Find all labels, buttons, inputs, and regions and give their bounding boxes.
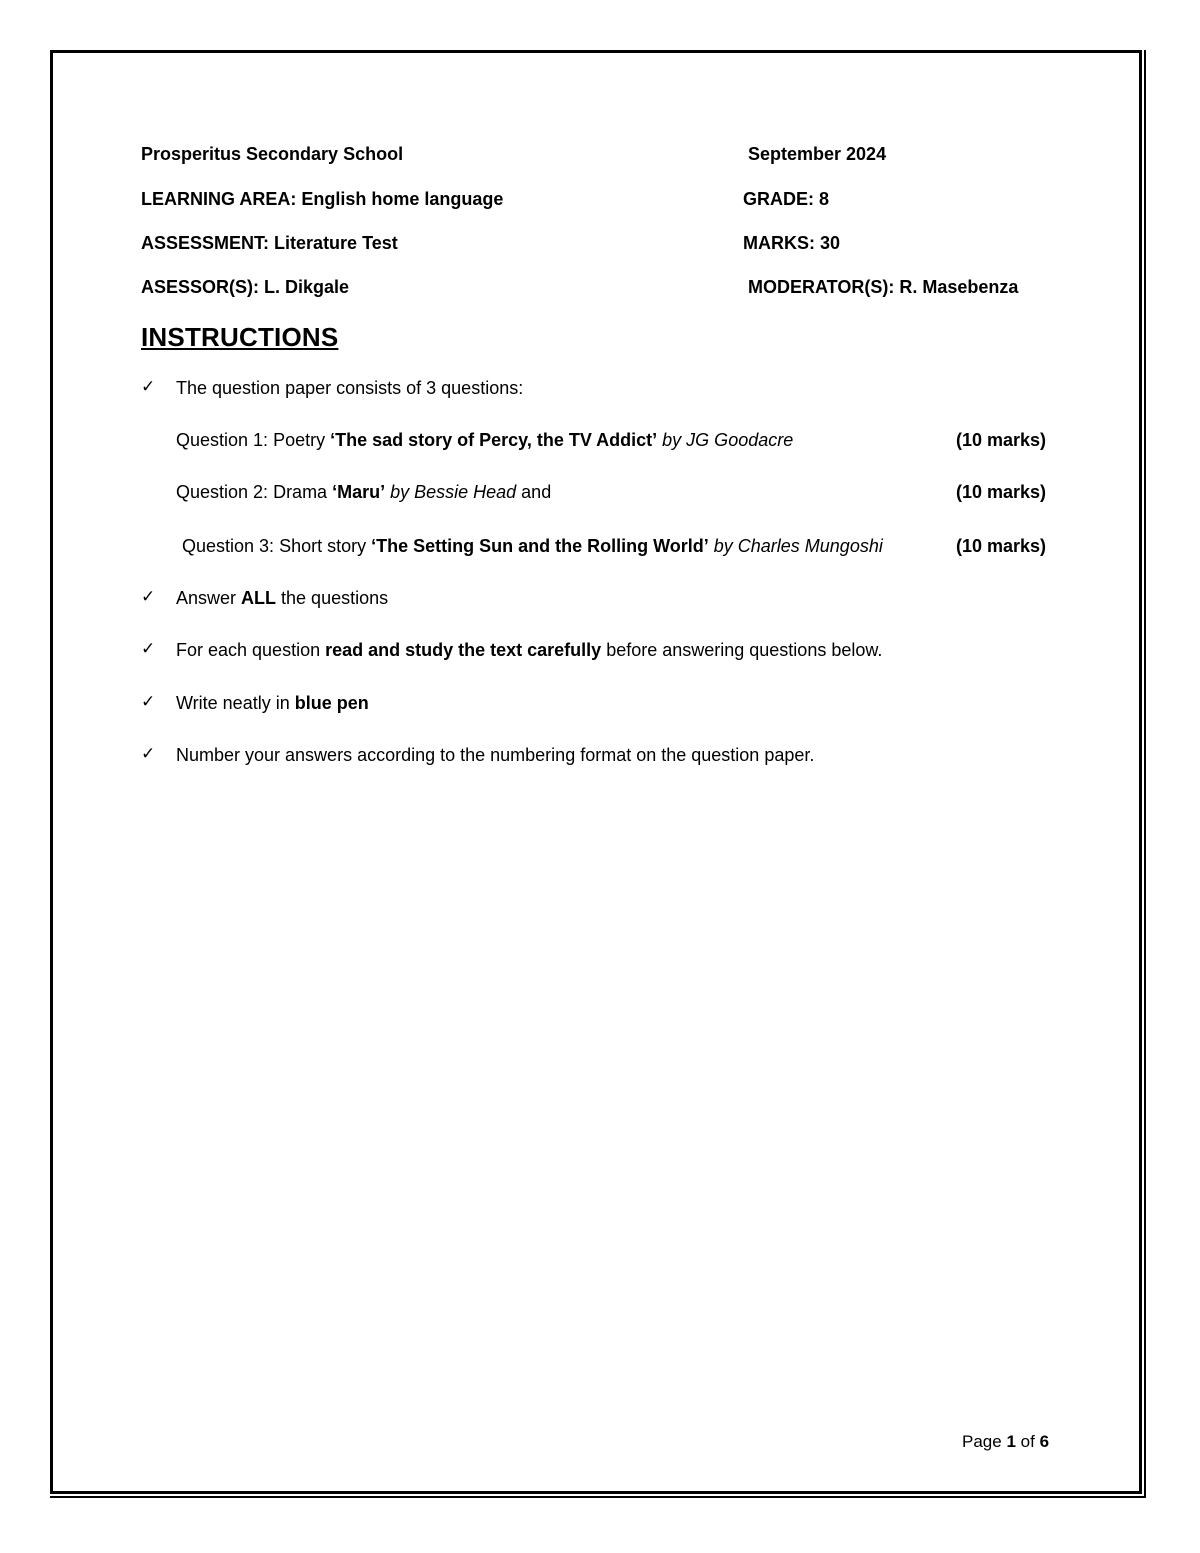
- question-2-line: [176, 482, 551, 503]
- answer-all-bold: ALL: [241, 588, 277, 608]
- assessor-value: L. Dikgale: [264, 277, 350, 297]
- grade-value: 8: [819, 189, 830, 209]
- question-3-genre: Short story: [274, 536, 372, 556]
- assessor: [141, 277, 349, 298]
- grade-label: GRADE:: [743, 189, 814, 209]
- question-1-label: Question 1:: [176, 430, 269, 450]
- of-word: of: [1020, 1432, 1035, 1451]
- school-name: Prosperitus Secondary School: [141, 144, 404, 164]
- question-3-label: Question 3:: [182, 536, 275, 556]
- assessment-value: Literature Test: [274, 233, 398, 253]
- question-2-marks: (10 marks): [956, 482, 1047, 502]
- assessor-label: ASESSOR(S):: [141, 277, 260, 297]
- question-2-suffix: and: [516, 482, 552, 502]
- question-2-label: Question 2:: [176, 482, 269, 502]
- question-1-line: [176, 430, 793, 451]
- learning-area: [141, 189, 503, 210]
- question-3-title: ‘The Setting Sun and the Rolling World’: [371, 536, 709, 556]
- question-1-author: by JG Goodacre: [657, 430, 794, 450]
- check-icon: ✓: [141, 744, 156, 763]
- answer-all-pre: Answer: [176, 588, 242, 608]
- question-2-title: ‘Maru’: [332, 482, 386, 502]
- moderator-label: MODERATOR(S):: [748, 277, 895, 297]
- question-2-author: by Bessie Head: [385, 482, 517, 502]
- check-icon: ✓: [141, 639, 156, 658]
- check-icon: ✓: [141, 692, 156, 711]
- moderator: [748, 277, 1018, 298]
- marks-value: 30: [820, 233, 841, 253]
- page-border: [50, 50, 1142, 1494]
- write-neatly-bold: blue pen: [294, 693, 369, 713]
- page-current: 1: [1006, 1432, 1016, 1451]
- instruction-answer-all: [176, 588, 388, 609]
- marks-label: MARKS:: [743, 233, 815, 253]
- read-study-bold: read and study the text carefully: [325, 640, 602, 660]
- read-study-post: before answering questions below.: [601, 640, 883, 660]
- page-total: 6: [1039, 1432, 1050, 1451]
- learning-area-value: English home language: [301, 189, 504, 209]
- instruction-numbering: Number your answers according to the numbering format on the question paper.: [176, 745, 815, 765]
- page-number: [962, 1432, 1049, 1452]
- grade: [743, 189, 829, 210]
- question-1-genre: Poetry: [268, 430, 331, 450]
- check-icon: ✓: [141, 377, 156, 396]
- instruction-intro: The question paper consists of 3 questions:: [176, 378, 524, 398]
- question-3-marks: (10 marks): [956, 536, 1047, 556]
- page-word: Page: [962, 1432, 1002, 1451]
- question-1-title: ‘The sad story of Percy, the TV Addict’: [330, 430, 658, 450]
- check-icon: ✓: [141, 587, 156, 606]
- write-neatly-pre: Write neatly in: [176, 693, 295, 713]
- answer-all-post: the questions: [276, 588, 389, 608]
- assessment: [141, 233, 398, 254]
- question-3-line: [182, 536, 883, 557]
- question-1-marks: (10 marks): [956, 430, 1047, 450]
- moderator-value: R. Masebenza: [899, 277, 1019, 297]
- assessment-label: ASSESSMENT:: [141, 233, 270, 253]
- question-3-author: by Charles Mungoshi: [708, 536, 883, 556]
- instruction-read-study: [176, 640, 882, 661]
- question-2-genre: Drama: [268, 482, 333, 502]
- learning-area-label: LEARNING AREA:: [141, 189, 297, 209]
- read-study-pre: For each question: [176, 640, 326, 660]
- test-date: September 2024: [748, 144, 887, 164]
- instruction-write-neatly: [176, 693, 369, 714]
- instructions-title: INSTRUCTIONS: [141, 322, 339, 352]
- marks-total: [743, 233, 840, 254]
